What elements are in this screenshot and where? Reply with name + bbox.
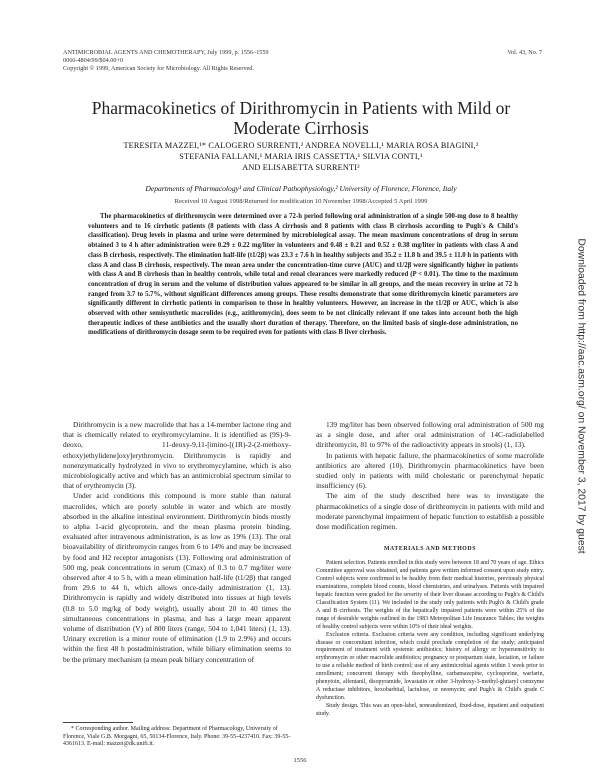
authors-line-3: AND ELISABETTA SURRENTI² <box>242 163 360 172</box>
download-watermark-text: Downloaded from http://aac.asm.org/ on November 3, 2017 by guest <box>575 238 587 554</box>
methods-study-design: Study design. This was an open-label, nonrandomized, fixed-dose, inpatient and outpatient study. <box>316 702 544 717</box>
intro-paragraph-2: Under acid conditions this compound is more stable than natural macrolides, which are poorly soluble in water and which are mostly absorbed in the alkaline intestinal environment. Dirithromycin binds mostly to alpha 1-acid glycoprotein, and the mean plasma protein binding, evaluated after intravenous administration, is as low as 19% (13). The oral bioavailability of dirithromycin ranges from 6 to 14% and may be increased by food and H2 receptor antagonists (13). Following oral administration of 500 mg, peak concentrations in serum (Cmax) of 0.3 to 0.7 mg/liter were observed after 4 to 5 h, with a mean elimination half-life (t1/2β) that ranged from 29.6 to 44 h, which allows once-daily administration (1, 13). Dirithromycin is rapidly and widely distributed into tissues at high levels (0.8 to 5.0 mg/kg of body weight), usually about 20 to 40 times the simultaneous concentrations in plasma, and has a large mean apparent volume of distribution (V) of 800 liters (range, 504 to 1,041 liters) (1, 13). Urinary excretion is a minor route of elimination (1.9 to 2.9%) and occurs within the first 48 h postadministration, while biliary elimination seems to be the primary mechanism (a mean peak biliary concentration of <box>63 491 291 664</box>
right-column <box>316 420 544 719</box>
authors-line-2: STEFANIA FALLANI,¹ MARIA IRIS CASSETTA,¹ SILVIA CONTI,¹ <box>179 152 423 161</box>
affiliations: Departments of Pharmacology¹ and Clinical Pathophysiology,² University of Florence, Florence, Italy <box>145 184 457 193</box>
issn: 0066-4804/99/$04.00+0 <box>63 57 124 64</box>
left-column <box>63 420 291 665</box>
volume-label: Vol. 43, No. 7 <box>507 49 542 56</box>
article-title: Pharmacokinetics of Dirithromycin in Patients with Mild or Moderate Cirrhosis <box>91 98 511 138</box>
abstract: The pharmacokinetics of dirithromycin were determined over a 72-h period following oral administration of a single 500-mg dose to 8 healthy volunteers and to 16 cirrhotic patients (8 patients with class A cirrhosis and 8 patients with class B cirrhosis according to Pugh's & Child's classification). Drug levels in plasma and urine were determined by microbiological assay. The mean maximum concentrations of drug in serum obtained 3 to 4 h after administration were 0.29 ± 0.22 mg/liter in volunteers and 0.48 ± 0.21 and 0.52 ± 0.38 mg/liter in patients with class A and class B cirrhosis, respectively. The elimination half-life (t1/2β) was 23.3 ± 7.6 h in healthy subjects and 35.2 ± 11.8 h and 39.5 ± 11.0 h in patients with class A and class B cirrhosis, respectively. The mean area under the concentration-time curve (AUC) and t1/2β were significantly higher in patients with class A and B cirrhosis than in healthy controls, while total and renal clearances were markedly reduced (P < 0.01). The time to the maximum concentration of drug in serum and the volume of distribution values appeared to be similar in all groups, and the mean recovery in urine at 72 h ranged from 3.7 to 5.7%, without significant differences among groups. These results demonstrate that some dirithromycin kinetic parameters are significantly different in cirrhotic patients in comparison to those in healthy volunteers. However, an increase in the t1/2β or AUC, which is also observed with other semisynthetic macrolides (e.g., azithromycin), does seem to be not clinically relevant if one takes into account both the high therapeutic indices of these antibiotics and the usually short duration of therapy. Therefore, on the limited basis of single-dose administration, no modifications of dirithromycin dosage seem to be required even for patients with class B liver cirrhosis. <box>88 213 518 337</box>
page-number: 1556 <box>293 757 307 764</box>
methods-patient-selection: Patient selection. Patients enrolled in this study were between 18 and 70 years of age. Ethics Committee approval was obtained, and patients gave written informed consent upon study entry. Control subjects were confirmed to be healthy from their medical histories, previously physical examinations, complete blood counts, blood chemistries, and urinalyses. Patients with impaired hepatic function were graded for the severity of their liver disease according to Pugh's & Child's Classification System (11). We included in the study only patients with Pugh's & Child's grade A and B cirrhosis. The weights of the hepatically impaired patients were within 25% of the range of desirable weights outlined in the 1983 Metropolitan Life Insurance Tables; the weights of healthy control subjects were within 10% of their ideal weights. <box>316 560 544 630</box>
copyright: Copyright © 1999, American Society for Microbiology. All Rights Reserved. <box>63 65 254 72</box>
footnote-divider <box>63 722 133 723</box>
received-dates: Received 10 August 1998/Returned for modification 10 November 1998/Accepted 5 April 1999 <box>174 198 428 205</box>
journal-header <box>63 49 443 73</box>
authors-line-1: TERESITA MAZZEI,¹* CALOGERO SURRENTI,² ANDREA NOVELLI,¹ MARIA ROSA BIAGINI,² <box>123 141 479 150</box>
intro-paragraph-5: The aim of the study described here was to investigate the pharmacokinetics of a single dose of dirithromycin in patients with mild and moderate parenchymal impairment of hepatic function to establish a possible dose modification regimen. <box>316 491 544 532</box>
intro-paragraph-3: 139 mg/liter has been observed following oral administration of 500 mg as a single dose, and after oral administration of 14C-radiolabelled dirithromycin, 81 to 97% of the radioactivity appears in stools) (1, 13). <box>316 420 544 450</box>
intro-paragraph-4: In patients with hepatic failure, the pharmacokinetics of some macrolide antibiotics are altered (10). Dirithromycin pharmacokinetics have been studied only in patients with mild cholestatic or parenchymal hepatic insufficiency (6). <box>316 450 544 491</box>
journal-citation: ANTIMICROBIAL AGENTS AND CHEMOTHERAPY, July 1999, p. 1556–1559 <box>63 49 269 56</box>
section-heading-methods: MATERIALS AND METHODS <box>383 546 477 553</box>
corresponding-author-footnote: * Corresponding author. Mailing address: Department of Pharmacology, University of Florence, Viale G.B. Morgagni, 65, 50134-Florence, Italy. Phone: 39-55-4237410. Fax: 39-55-4361613. E-mail: mazzei@dk.unifi.it. <box>63 726 291 748</box>
intro-paragraph-1: Dirithromycin is a new macrolide that has a 14-member lactone ring and that is chemically related to erythromycylamine. It is identified as (9S)-9-deoxo, 11-deoxy-9,11-[imino-[(1R)-2-(2-methoxy-ethoxy)ethylidene]oxy]erythromycin. Dirithromycin is rapidly and nonenzymatically hydrolyzed in vivo to erythromycylamine, which is also microbiologically active and which has an antimicrobial spectrum similar to that of erythromycin (3). <box>63 420 291 491</box>
author-list <box>60 140 542 173</box>
methods-exclusion-criteria: Exclusion criteria. Exclusion criteria were any condition, including significant underlying disease or concomitant infection, which could preclude completion of the study; anticipated requirement of treatment with systemic antibiotics; history of allergy or hypersensitivity to erythromycin or other macrolide antibiotics; pregnancy or postpartum state, lactation, or failure to use a reliable method of birth control; use of any antimicrobial agents within 1 week prior to enrollment; concurrent therapy with theophylline, carbamazepine, cyclosporine, warfarin, phenytoin, alfentanil, disopyramide, lovastatin or other 3-hydroxy-3-methyl-glutaryl coenzyme A reductase inhibitors, hexobarbital, lactulose, or neomycin; and Pugh's & Child's grade C dysfunction. <box>316 631 544 701</box>
